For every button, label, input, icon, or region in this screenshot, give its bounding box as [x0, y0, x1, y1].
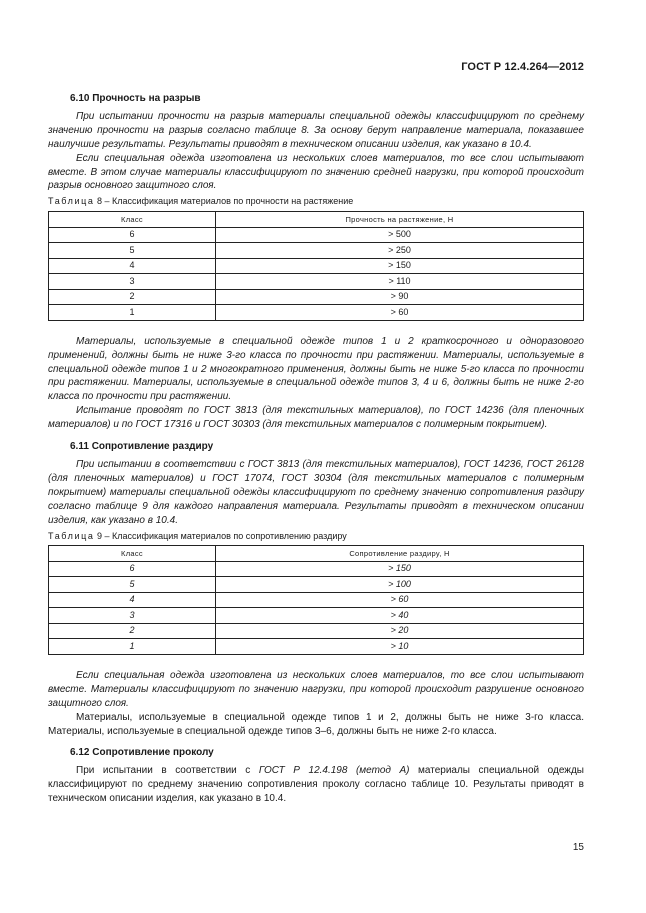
class-cell: 4: [49, 592, 216, 608]
paragraph: Если специальная одежда изготовлена из нескольких слоев материалов, то все слои испытывают вместе. Материалы классифицируют по значению нагрузки, при которой происходит разрушение основного защитного слоя.: [48, 669, 584, 709]
table-row: [49, 274, 584, 290]
table-row: [49, 305, 584, 321]
value-cell: > 40: [216, 608, 584, 624]
class-cell: 1: [49, 305, 216, 321]
table-9-caption: Таблица 9 – Классификация материалов по сопротивлению раздиру: [48, 530, 347, 541]
value-cell: > 100: [216, 577, 584, 593]
table-8-caption: Таблица 8 – Классификация материалов по прочности на растяжение: [48, 196, 354, 207]
class-cell: 5: [49, 243, 216, 259]
table-row: [49, 608, 584, 624]
page-content: [48, 92, 584, 806]
paragraph: Материалы, используемые в специальной одежде типов 1 и 2, должны быть не ниже 3-го класса. Материалы, используемые в специальной одежде типов 3–6, должны быть не ниже 2-го класса.: [48, 711, 584, 737]
table-9: [48, 545, 584, 655]
class-cell: 6: [49, 561, 216, 577]
value-cell: > 60: [216, 305, 584, 321]
page-number: 15: [572, 842, 584, 853]
value-cell: > 150: [216, 561, 584, 577]
table-row: [49, 289, 584, 305]
value-cell: > 10: [216, 639, 584, 655]
table-row: [49, 227, 584, 243]
class-cell: 1: [49, 639, 216, 655]
section-title-6-10: 6.10 Прочность на разрыв: [70, 93, 201, 104]
class-cell: 6: [49, 227, 216, 243]
paragraph: Материалы, используемые в специальной одежде типов 1 и 2 краткосрочного и одноразового применений, должны быть не ниже 3-го класса по прочности при растяжении. Материалы, используемые в специальной одежде типов 1 и 2 многократного применения, должны быть не ниже 5-го класса по прочности при растяжении. Материалы, используемые в специальной одежде типов 3, 4 и 6, должны быть не ниже 2-го класса по прочности при растяжении.: [48, 335, 584, 403]
paragraph: При испытании в соответствии с ГОСТ 3813 (для текстильных материалов), ГОСТ 14236, ГОСТ 26128 (для пленочных материалов) и ГОСТ 17074, ГОСТ 30304 (для текстильных материалов с полимерным покрытием) материалы специальной одежды классифицируют по среднему значению сопротивления раздиру согласно таблице 9 для каждого направления материала. Результаты приводят в техническом описании изделия, как указано в 10.4.: [48, 459, 584, 526]
section-title-6-12: 6.12 Сопротивление проколу: [70, 747, 214, 759]
table-8: [48, 211, 584, 321]
section-title-6-11: 6.11 Сопротивление раздиру: [70, 441, 214, 453]
column-header-class: Класс: [49, 546, 216, 562]
value-cell: > 150: [216, 258, 584, 274]
paragraph: При испытании в соответствии с ГОСТ Р 12.4.198 (метод А) материалы специальной одежды классифицируют по среднему значению сопротивления проколу согласно таблице 10. Результаты приводят в техническом описании изделия, как указано в 10.4.: [48, 765, 584, 805]
paragraph: При испытании прочности на разрыв материалы специальной одежды классифицируют по среднему значению прочности на разрыв согласно таблице 8. За основу берут направление материала, показавшее наилучшие результаты. Результаты приводят в техническом описании изделия, как указано в 10.4.: [48, 110, 584, 150]
value-cell: > 250: [216, 243, 584, 259]
value-cell: > 90: [216, 289, 584, 305]
class-cell: 2: [49, 623, 216, 639]
class-cell: 3: [49, 274, 216, 290]
class-cell: 2: [49, 289, 216, 305]
table-row: [49, 639, 584, 655]
standard-reference: ГОСТ Р 12.4.198 (метод А): [258, 765, 410, 777]
value-cell: > 500: [216, 227, 584, 243]
table-row: [49, 561, 584, 577]
value-cell: > 20: [216, 623, 584, 639]
column-header-value: Сопротивление раздиру, Н: [216, 546, 584, 562]
table-row: [49, 258, 584, 274]
table-row: [49, 592, 584, 608]
column-header-value: Прочность на растяжение, Н: [216, 212, 584, 228]
column-header-class: Класс: [49, 212, 216, 228]
paragraph: Если специальная одежда изготовлена из нескольких слоев материалов, то все слои испытывают вместе. В этом случае материалы классифицируют по значению средней нагрузки, при которой происходит разрыв основного защитного слоя.: [48, 152, 584, 192]
class-cell: 5: [49, 577, 216, 593]
class-cell: 4: [49, 258, 216, 274]
value-cell: > 110: [216, 274, 584, 290]
value-cell: > 60: [216, 592, 584, 608]
paragraph: Испытание проводят по ГОСТ 3813 (для текстильных материалов), по ГОСТ 14236 (для пленочных материалов) и по ГОСТ 17316 и ГОСТ 30303 (для текстильных материалов с полимерным покрытием).: [48, 405, 584, 431]
table-row: [49, 623, 584, 639]
table-row: [49, 243, 584, 259]
class-cell: 3: [49, 608, 216, 624]
table-header-row: [49, 212, 584, 228]
table-row: [49, 577, 584, 593]
table-header-row: [49, 546, 584, 562]
document-header: ГОСТ Р 12.4.264—2012: [461, 61, 584, 73]
